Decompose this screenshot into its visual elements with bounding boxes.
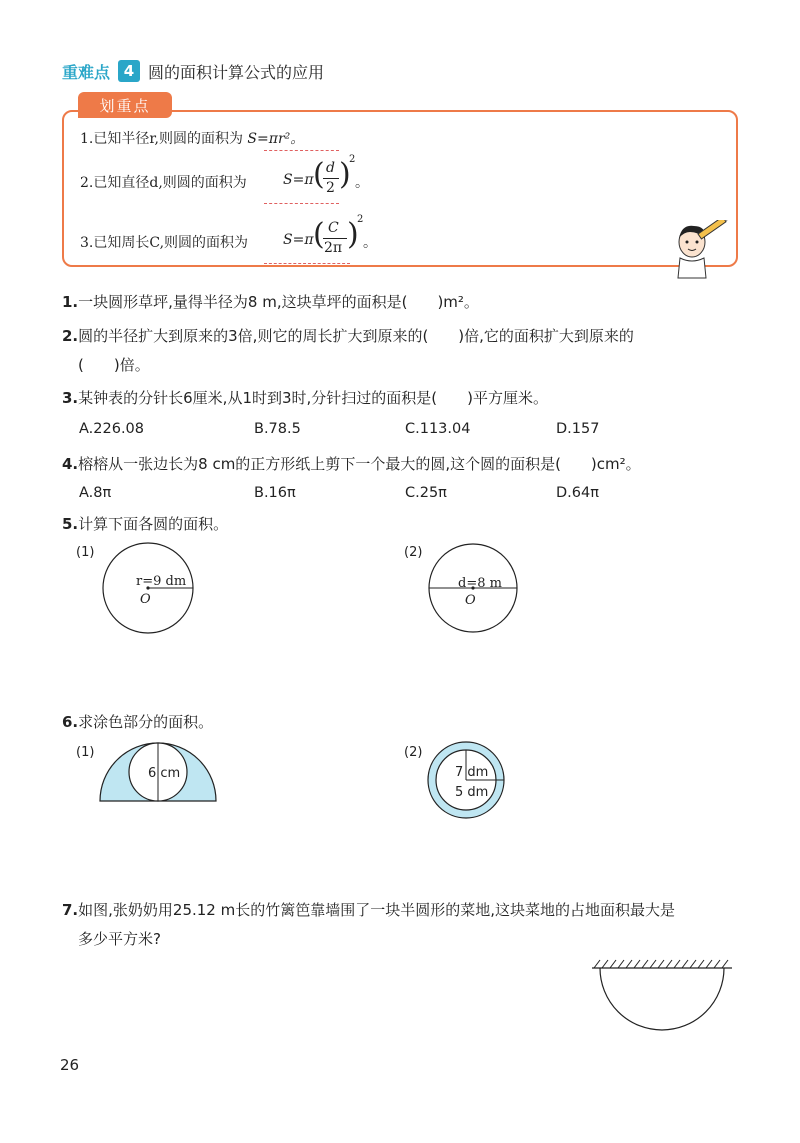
fraction-numerator: C — [328, 220, 339, 236]
keypoint-3-text: 3.已知周长C,则圆的面积为 — [80, 235, 249, 251]
q6-fig2-outer: 7 dm — [455, 765, 489, 780]
section-header — [62, 58, 324, 84]
fraction-denominator: 2 — [326, 180, 335, 196]
fraction-denominator: 2π — [324, 240, 343, 256]
keypoint-2-text: 2.已知直径d,则圆的面积为 — [80, 175, 247, 191]
q6-fig1-label: (1) — [76, 745, 95, 760]
q3-option-b[interactable]: B.78.5 — [254, 421, 301, 437]
fraction-numerator: d — [326, 160, 335, 176]
q4-option-b[interactable]: B.16π — [254, 485, 296, 501]
keypoint-1-text: 1.已知半径r,则圆的面积为 — [80, 131, 243, 147]
question-3 — [62, 387, 548, 409]
question-text: 某钟表的分针长6厘米,从1时到3时,分针扫过的面积是( )平方厘米。 — [78, 389, 549, 407]
q5-fig2-diameter: d=8 m — [458, 576, 502, 591]
keypoint-1 — [80, 128, 304, 148]
underline-2 — [264, 199, 339, 204]
q3-option-d[interactable]: D.157 — [556, 421, 600, 437]
formula-prefix: S=π — [283, 172, 314, 188]
q6-ring-figure — [426, 740, 506, 820]
question-4 — [62, 453, 641, 475]
q6-fig2-inner: 5 dm — [455, 785, 489, 800]
formula-prefix: S=π — [283, 232, 314, 248]
question-number: 6. — [62, 713, 79, 731]
period: 。 — [355, 175, 369, 191]
paren-close: ) — [347, 217, 359, 252]
page-number: 26 — [60, 1056, 80, 1074]
exponent: 2 — [357, 214, 364, 225]
q6-fig2-label: (2) — [404, 745, 423, 760]
q7-wall-semicircle-figure — [588, 956, 736, 1036]
paren-close: ) — [339, 157, 351, 192]
question-number: 7. — [62, 901, 79, 919]
mascot-illustration — [668, 220, 732, 280]
period: 。 — [363, 235, 377, 251]
question-text: 求涂色部分的面积。 — [78, 713, 214, 731]
question-2-continued — [78, 354, 150, 376]
paren-open: ( — [313, 217, 325, 252]
exponent: 2 — [349, 154, 356, 165]
question-7 — [62, 899, 675, 921]
q3-option-a[interactable]: A.226.08 — [79, 421, 145, 437]
keypoint-2 — [80, 172, 247, 192]
question-number: 1. — [62, 293, 79, 311]
underline-1 — [264, 146, 339, 151]
q5-fig1-center: O — [140, 592, 151, 607]
q5-fig2-label: (2) — [404, 545, 423, 560]
keypoint-1-formula: S=πr²。 — [247, 131, 305, 147]
fraction-bar — [323, 178, 339, 179]
keypoints-label: 划重点 — [78, 92, 172, 118]
question-number: 4. — [62, 455, 79, 473]
fraction-bar — [323, 238, 347, 239]
paren-open: ( — [313, 157, 325, 192]
question-1 — [62, 291, 479, 313]
section-title: 圆的面积计算公式的应用 — [148, 62, 325, 82]
question-text: 一块圆形草坪,量得半径为8 m,这块草坪的面积是( )m²。 — [78, 293, 479, 311]
question-number: 5. — [62, 515, 79, 533]
question-text: 如图,张奶奶用25.12 m长的竹篱笆靠墙围了一块半圆形的菜地,这块菜地的占地面积最大是 — [78, 901, 676, 919]
q5-fig2-center: O — [465, 593, 476, 608]
q3-option-c[interactable]: C.113.04 — [405, 421, 471, 437]
q4-option-d[interactable]: D.64π — [556, 485, 599, 501]
section-number: 4 — [118, 60, 140, 82]
q4-option-a[interactable]: A.8π — [79, 485, 112, 501]
underline-3 — [264, 259, 350, 264]
section-tag: 重难点 — [62, 62, 111, 82]
question-text: 榕榕从一张边长为8 cm的正方形纸上剪下一个最大的圆,这个圆的面积是( )cm²。 — [78, 455, 641, 473]
q6-fig1-dim: 6 cm — [148, 766, 181, 781]
keypoint-3 — [80, 232, 248, 252]
question-text: ( )倍。 — [78, 356, 150, 374]
q5-fig1-radius: r=9 dm — [136, 574, 187, 589]
question-text: 圆的半径扩大到原来的3倍,则它的周长扩大到原来的( )倍,它的面积扩大到原来的 — [78, 327, 634, 345]
question-2 — [62, 325, 634, 347]
q4-option-c[interactable]: C.25π — [405, 485, 447, 501]
question-text: 计算下面各圆的面积。 — [78, 515, 229, 533]
question-5 — [62, 513, 228, 535]
question-7-continued — [78, 928, 161, 950]
question-text: 多少平方米? — [78, 930, 161, 948]
question-6 — [62, 711, 213, 733]
q5-fig1-label: (1) — [76, 545, 95, 560]
question-number: 2. — [62, 327, 79, 345]
question-number: 3. — [62, 389, 79, 407]
